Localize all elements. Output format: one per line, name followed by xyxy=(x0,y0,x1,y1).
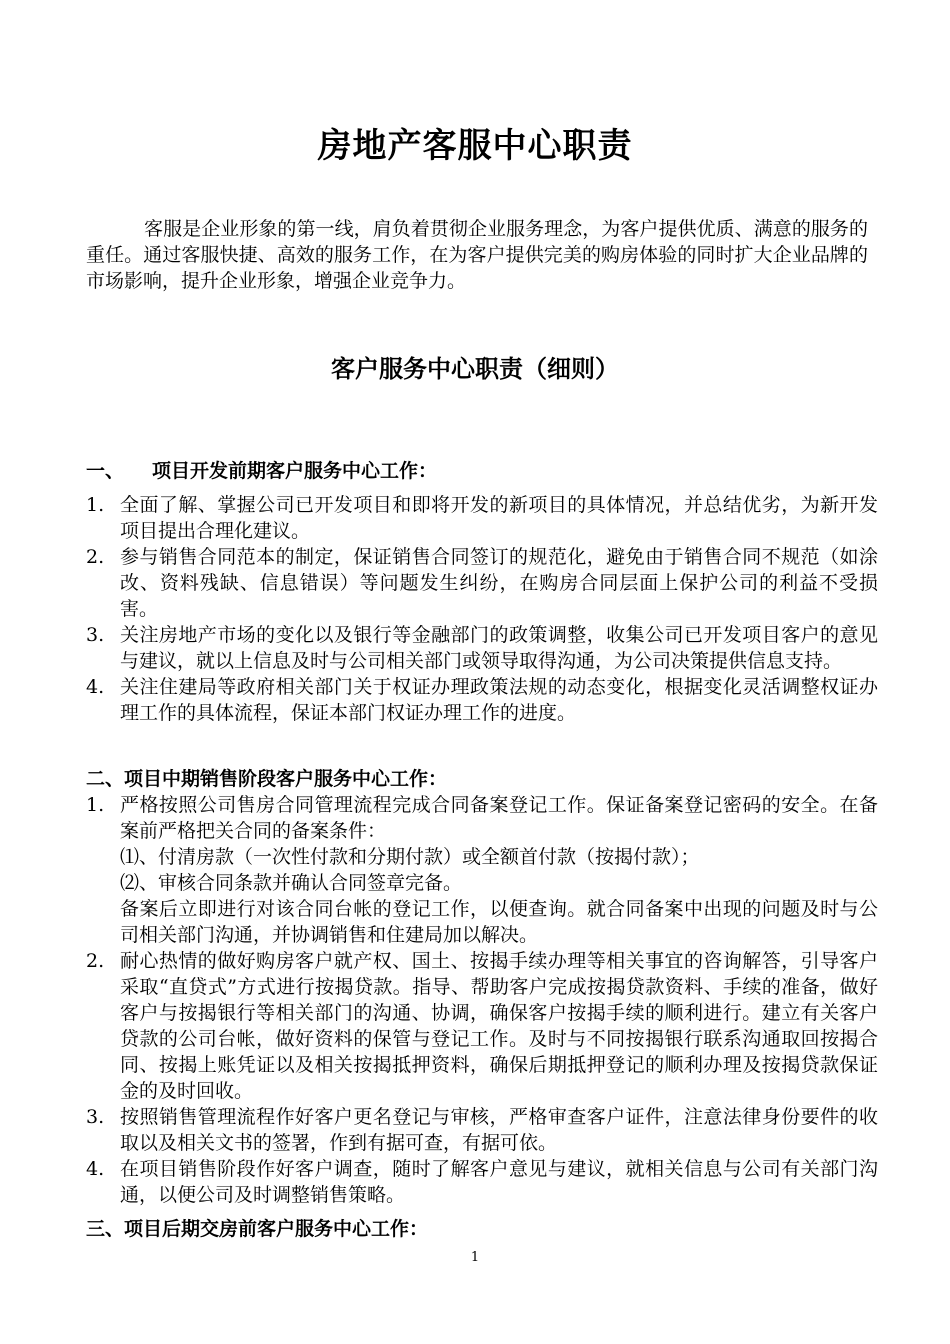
list-item xyxy=(86,544,878,622)
intro-text: 客服是企业形象的第一线，肩负着贯彻企业服务理念，为客户提供优质、满意的服务的重任。通过客服快捷、高效的服务工作，在为客户提供完美的购房体验的同时扩大企业品牌的市场影响，提升企业形象，增强企业竞争力。 xyxy=(86,218,868,292)
item-text: 关注房地产市场的变化以及银行等金融部门的政策调整，收集公司已开发项目客户的意见与建议，就以上信息及时与公司相关部门或领导取得沟通，为公司决策提供信息支持。 xyxy=(120,624,878,672)
sub-item: ⑴、付清房款（一次性付款和分期付款）或全额首付款（按揭付款）； xyxy=(120,846,700,868)
page-number: 1 xyxy=(470,1250,480,1265)
section-heading-1 xyxy=(86,458,437,484)
list-item xyxy=(86,622,878,674)
item-number: 3. xyxy=(86,624,105,646)
section-heading-2 xyxy=(86,766,447,792)
item-text: 按照销售管理流程作好客户更名登记与审核，严格审查客户证件，注意法律身份要件的收取以及相关文书的签署，作到有据可查，有据可依。 xyxy=(120,1106,878,1154)
item-text: 关注住建局等政府相关部门关于权证办理政策法规的动态变化，根据变化灵活调整权证办理工作的具体流程，保证本部门权证办理工作的进度。 xyxy=(120,676,878,724)
list-item xyxy=(86,674,878,726)
sub-item: 备案后立即进行对该合同台帐的登记工作，以便查询。就合同备案中出现的问题及时与公司相关部门沟通，并协调销售和住建局加以解决。 xyxy=(120,898,878,946)
list-item xyxy=(86,492,878,544)
list-item xyxy=(86,792,878,948)
list-item xyxy=(86,1156,878,1208)
item-text: 耐心热情的做好购房客户就产权、国土、按揭手续办理等相关事宜的咨询解答，引导客户采取“直贷式”方式进行按揭贷款。指导、帮助客户完成按揭贷款资料、手续的准备，做好客户与按揭银行等相关部门的沟通、协调，确保客户按揭手续的顺利进行。建立有关客户贷款的公司台帐，做好资料的保管与登记工作。及时与不同按揭银行联系沟通取回按揭合同、按揭上账凭证以及相关按揭抵押资料，确保后期抵押登记的顺利办理及按揭贷款保证金的及时回收。 xyxy=(120,950,878,1102)
item-number: 1. xyxy=(86,794,105,816)
item-text: 全面了解、掌握公司已开发项目和即将开发的新项目的具体情况，并总结优劣，为新开发项目提出合理化建议。 xyxy=(120,494,878,542)
section-heading-text: 项目开发前期客户服务中心工作： xyxy=(152,460,438,482)
item-number: 1. xyxy=(86,494,105,516)
section-subtitle: 客户服务中心职责（细则） xyxy=(331,354,619,383)
item-number: 3. xyxy=(86,1106,105,1128)
item-number: 4. xyxy=(86,1158,105,1180)
section-1-list xyxy=(86,492,878,726)
list-item xyxy=(86,948,878,1104)
intro-paragraph xyxy=(86,216,868,294)
list-item xyxy=(86,1104,878,1156)
sub-item: ⑵、审核合同条款并确认合同签章完备。 xyxy=(120,872,463,894)
section-heading-3 xyxy=(86,1216,428,1242)
document-title: 房地产客服中心职责 xyxy=(317,126,633,166)
section-number: 三、 xyxy=(86,1218,125,1240)
section-number: 一、 xyxy=(86,460,125,482)
section-heading-text: 项目后期交房前客户服务中心工作： xyxy=(124,1218,429,1240)
item-text: 参与销售合同范本的制定，保证销售合同签订的规范化，避免由于销售合同不规范（如涂改、资料残缺、信息错误）等问题发生纠纷，在购房合同层面上保护公司的利益不受损害。 xyxy=(120,546,878,620)
section-number: 二、 xyxy=(86,768,125,790)
item-number: 4. xyxy=(86,676,105,698)
item-number: 2. xyxy=(86,950,105,972)
item-text: 在项目销售阶段作好客户调查，随时了解客户意见与建议，就相关信息与公司有关部门沟通，以便公司及时调整销售策略。 xyxy=(120,1158,878,1206)
item-number: 2. xyxy=(86,546,105,568)
section-2-list xyxy=(86,792,878,1208)
section-heading-text: 项目中期销售阶段客户服务中心工作： xyxy=(124,768,448,790)
item-text: 严格按照公司售房合同管理流程完成合同备案登记工作。保证备案登记密码的安全。在备案前严格把关合同的备案条件： xyxy=(120,794,878,842)
